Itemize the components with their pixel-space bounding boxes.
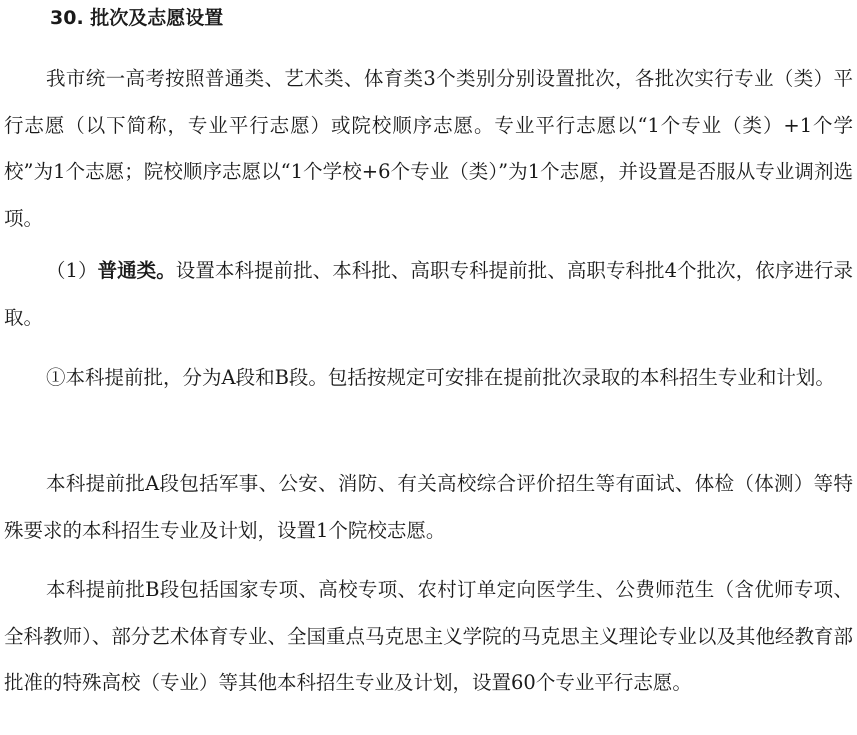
- general-text: 设置本科提前批、本科批、高职专科提前批、高职专科批4个批次，依序进行录取。: [4, 259, 853, 329]
- paragraph-early-batch: ①本科提前批，分为A段和B段。包括按规定可安排在提前批次录取的本科招生专业和计划。: [46, 366, 835, 389]
- section-heading: 30. 批次及志愿设置: [50, 7, 224, 29]
- general-bold-label: 普通类。: [97, 259, 176, 282]
- paragraph-general-category: [4, 248, 853, 341]
- paragraph-segment-b: 本科提前批B段包括国家专项、高校专项、农村订单定向医学生、公费师范生（含优师专项、全科教师）、部分艺术体育专业、全国重点马克思主义学院的马克思主义理论专业以及其他经教育部批准的特殊高校（专业）等其他本科招生专业及计划，设置60个专业平行志愿。: [4, 578, 853, 694]
- paragraph-segment-a: 本科提前批A段包括军事、公安、消防、有关高校综合评价招生等有面试、体检（体测）等特殊要求的本科招生专业及计划，设置1个院校志愿。: [4, 472, 853, 542]
- general-lead: （1）: [46, 259, 98, 282]
- paragraph-intro: 我市统一高考按照普通类、艺术类、体育类3个类别分别设置批次，各批次实行专业（类）平行志愿（以下简称，专业平行志愿）或院校顺序志愿。专业平行志愿以“1个专业（类）+1个学校”为1个志愿；院校顺序志愿以“1个学校+6个专业（类）”为1个志愿，并设置是否服从专业调剂选项。: [4, 67, 853, 230]
